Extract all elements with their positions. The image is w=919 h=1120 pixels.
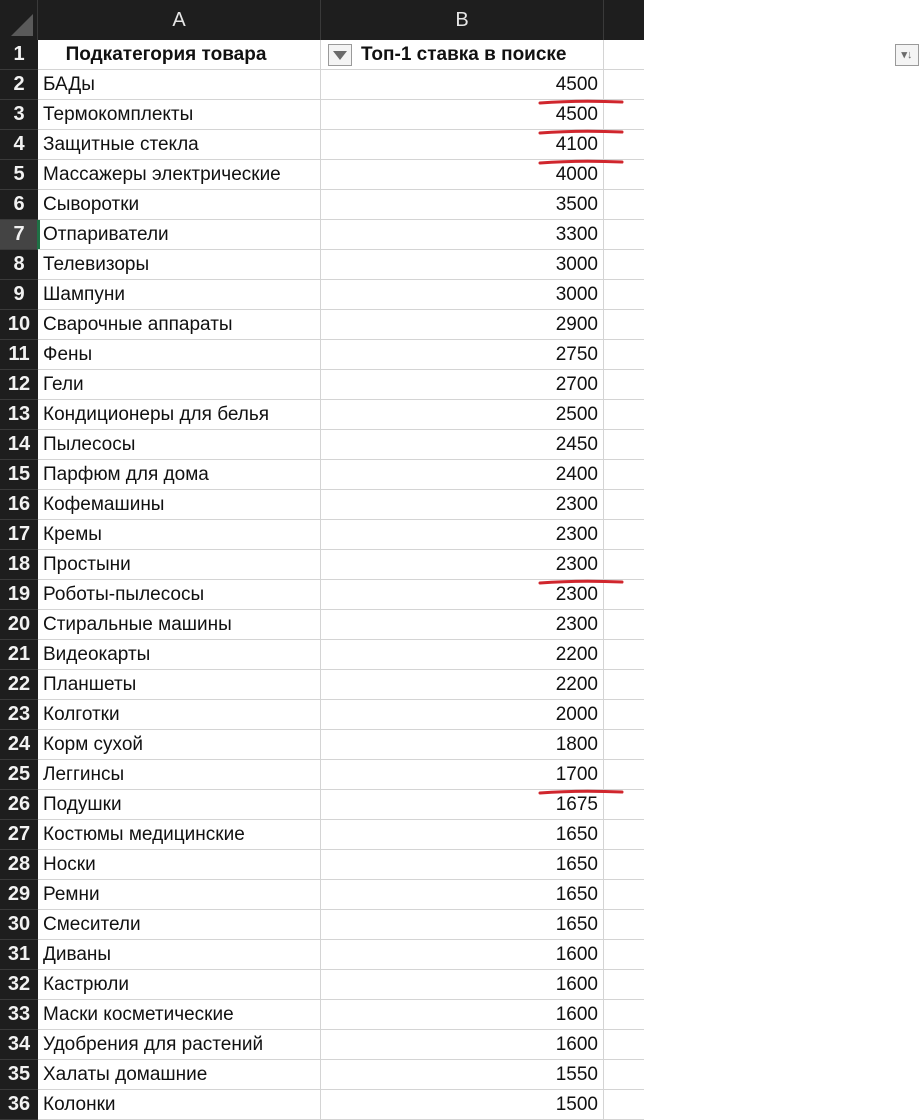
subcategory-cell[interactable]: Халаты домашние [38,1060,321,1090]
header-row [0,40,913,70]
table-row [0,610,644,640]
bid-cell[interactable]: 1550 [321,1060,604,1090]
table-row [0,1000,644,1030]
table-row [0,310,644,340]
row-number[interactable]: 9 [0,280,38,310]
header-cell-top1-bid[interactable] [321,40,913,70]
bid-cell[interactable]: 2200 [321,670,604,700]
bid-cell[interactable]: 2200 [321,640,604,670]
row-number[interactable]: 36 [0,1090,38,1120]
empty-cell[interactable] [604,460,644,490]
subcategory-cell[interactable]: Планшеты [38,670,321,700]
table-row [0,850,644,880]
empty-cell[interactable] [604,340,644,370]
empty-cell[interactable] [604,70,644,100]
column-header-b[interactable]: B [321,0,604,40]
subcategory-cell[interactable]: Кастрюли [38,970,321,1000]
subcategory-cell[interactable]: Колготки [38,700,321,730]
empty-cell[interactable] [604,670,644,700]
empty-cell[interactable] [604,970,644,1000]
row-number[interactable]: 13 [0,400,38,430]
table-row [0,400,644,430]
empty-cell[interactable] [604,1030,644,1060]
row-number[interactable]: 24 [0,730,38,760]
table-row [0,550,644,580]
row-number[interactable]: 25 [0,760,38,790]
empty-cell[interactable] [604,730,644,760]
table-row [0,880,644,910]
bid-cell[interactable]: 2300 [321,550,604,580]
bid-cell[interactable]: 1650 [321,880,604,910]
row-number[interactable]: 7 [0,220,38,250]
table-row [0,640,644,670]
bid-cell[interactable]: 1675 [321,790,604,820]
subcategory-cell[interactable]: Леггинсы [38,760,321,790]
bid-cell[interactable]: 3000 [321,280,604,310]
empty-cell[interactable] [604,130,644,160]
row-number[interactable]: 31 [0,940,38,970]
bid-cell[interactable]: 3500 [321,190,604,220]
row-number[interactable]: 2 [0,70,38,100]
subcategory-cell[interactable]: Маски косметические [38,1000,321,1030]
empty-cell[interactable] [604,430,644,460]
bid-cell[interactable]: 2300 [321,580,604,610]
header-cell-subcategory[interactable] [38,40,321,70]
table-row [0,220,644,250]
bid-cell[interactable]: 1500 [321,1090,604,1120]
empty-cell[interactable] [604,760,644,790]
row-number[interactable]: 3 [0,100,38,130]
table-row [0,790,644,820]
subcategory-cell[interactable]: Костюмы медицинские [38,820,321,850]
empty-cell[interactable] [604,490,644,520]
bid-cell[interactable]: 4000 [321,160,604,190]
table-row [0,910,644,940]
filter-dropdown-b[interactable] [895,44,919,66]
row-number[interactable]: 15 [0,460,38,490]
table-row [0,820,644,850]
subcategory-cell[interactable]: Кондиционеры для белья [38,400,321,430]
table-row [0,970,644,1000]
bid-cell[interactable]: 2450 [321,430,604,460]
table-row [0,1090,644,1120]
subcategory-cell[interactable]: Сыворотки [38,190,321,220]
bid-cell[interactable]: 2400 [321,460,604,490]
empty-cell[interactable] [604,1090,644,1120]
subcategory-cell[interactable]: Парфюм для дома [38,460,321,490]
row-number[interactable]: 1 [0,40,38,70]
table-row [0,580,644,610]
row-number[interactable]: 32 [0,970,38,1000]
row-number[interactable]: 35 [0,1060,38,1090]
empty-cell[interactable] [604,550,644,580]
row-number[interactable]: 26 [0,790,38,820]
row-number[interactable]: 14 [0,430,38,460]
row-number[interactable]: 11 [0,340,38,370]
bid-cell[interactable]: 2300 [321,610,604,640]
subcategory-cell[interactable]: Телевизоры [38,250,321,280]
subcategory-cell[interactable]: Защитные стекла [38,130,321,160]
row-number[interactable]: 33 [0,1000,38,1030]
bid-cell[interactable]: 1800 [321,730,604,760]
table-row [0,250,644,280]
subcategory-cell[interactable]: Гели [38,370,321,400]
empty-cell[interactable] [604,160,644,190]
bid-cell[interactable]: 2500 [321,400,604,430]
bid-cell[interactable]: 2900 [321,310,604,340]
table-row [0,280,644,310]
empty-cell[interactable] [604,940,644,970]
row-number[interactable]: 18 [0,550,38,580]
table-row [0,460,644,490]
bid-cell[interactable]: 1600 [321,940,604,970]
subcategory-cell[interactable]: Кофемашины [38,490,321,520]
row-number[interactable]: 21 [0,640,38,670]
empty-cell[interactable] [604,520,644,550]
header-label-top1-bid: Топ-1 ставка в поиске [361,43,567,65]
bid-cell[interactable]: 1600 [321,970,604,1000]
empty-cell[interactable] [604,1060,644,1090]
table-row [0,1030,644,1060]
subcategory-cell[interactable]: Сварочные аппараты [38,310,321,340]
bid-cell[interactable]: 4500 [321,100,604,130]
subcategory-cell[interactable]: Носки [38,850,321,880]
bid-cell[interactable]: 2000 [321,700,604,730]
table-row [0,430,644,460]
empty-cell[interactable] [604,40,644,70]
table-row [0,520,644,550]
column-header-c[interactable] [604,0,644,40]
table-row [0,490,644,520]
subcategory-cell[interactable]: Корм сухой [38,730,321,760]
subcategory-cell[interactable]: Смесители [38,910,321,940]
empty-cell[interactable] [604,790,644,820]
table-row [0,1060,644,1090]
table-row [0,340,644,370]
bid-cell[interactable]: 3300 [321,220,604,250]
table-row [0,940,644,970]
empty-cell[interactable] [604,580,644,610]
row-number[interactable]: 5 [0,160,38,190]
table-row [0,700,644,730]
table-row [0,760,644,790]
row-number[interactable]: 22 [0,670,38,700]
bid-cell[interactable]: 3000 [321,250,604,280]
row-number[interactable]: 17 [0,520,38,550]
empty-cell[interactable] [604,880,644,910]
row-number[interactable]: 20 [0,610,38,640]
table-row [0,70,644,100]
bid-cell[interactable]: 1700 [321,760,604,790]
subcategory-cell[interactable]: Фены [38,340,321,370]
row-number[interactable]: 12 [0,370,38,400]
empty-cell[interactable] [604,850,644,880]
column-header-a[interactable]: A [38,0,321,40]
select-all-corner[interactable] [0,0,38,40]
subcategory-cell[interactable]: Простыни [38,550,321,580]
empty-cell[interactable] [604,1000,644,1030]
bid-cell[interactable]: 4100 [321,130,604,160]
empty-cell[interactable] [604,640,644,670]
empty-cell[interactable] [604,610,644,640]
row-number[interactable]: 4 [0,130,38,160]
empty-cell[interactable] [604,250,644,280]
header-label-subcategory: Подкатегория товара [65,43,267,65]
bid-cell[interactable]: 4500 [321,70,604,100]
empty-cell[interactable] [604,220,644,250]
empty-cell[interactable] [604,370,644,400]
bid-cell[interactable]: 1600 [321,1000,604,1030]
table-row [0,100,644,130]
table-row [0,160,644,190]
subcategory-cell[interactable]: Пылесосы [38,430,321,460]
table-row [0,190,644,220]
row-number[interactable]: 19 [0,580,38,610]
row-number[interactable]: 23 [0,700,38,730]
empty-cell[interactable] [604,100,644,130]
empty-cell[interactable] [604,310,644,340]
empty-cell[interactable] [604,910,644,940]
subcategory-cell[interactable]: Кремы [38,520,321,550]
bid-cell[interactable]: 1650 [321,850,604,880]
empty-cell[interactable] [604,700,644,730]
row-number[interactable]: 29 [0,880,38,910]
row-number[interactable]: 34 [0,1030,38,1060]
bid-cell[interactable]: 2300 [321,490,604,520]
empty-cell[interactable] [604,280,644,310]
subcategory-cell[interactable]: Роботы-пылесосы [38,580,321,610]
table-row [0,130,644,160]
row-number[interactable]: 8 [0,250,38,280]
row-number[interactable]: 10 [0,310,38,340]
subcategory-cell[interactable]: Стиральные машины [38,610,321,640]
subcategory-cell[interactable]: Видеокарты [38,640,321,670]
subcategory-cell[interactable]: Массажеры электрические [38,160,321,190]
row-number[interactable]: 30 [0,910,38,940]
subcategory-cell[interactable]: Термокомплекты [38,100,321,130]
subcategory-cell[interactable]: Диваны [38,940,321,970]
subcategory-cell[interactable]: Удобрения для растений [38,1030,321,1060]
sort-descending-icon: ▾↓ [901,48,913,61]
row-number[interactable]: 16 [0,490,38,520]
subcategory-cell[interactable]: Шампуни [38,280,321,310]
row-number[interactable]: 27 [0,820,38,850]
row-number[interactable]: 6 [0,190,38,220]
bid-cell[interactable]: 2300 [321,520,604,550]
table-row [0,670,644,700]
bid-cell[interactable]: 1650 [321,910,604,940]
subcategory-cell[interactable]: БАДы [38,70,321,100]
table-row [0,730,644,760]
table-row [0,370,644,400]
empty-cell[interactable] [604,820,644,850]
bid-cell[interactable]: 2700 [321,370,604,400]
subcategory-cell[interactable]: Подушки [38,790,321,820]
subcategory-cell[interactable]: Отпариватели [38,220,321,250]
empty-cell[interactable] [604,400,644,430]
bid-cell[interactable]: 1650 [321,820,604,850]
bid-cell[interactable]: 2750 [321,340,604,370]
row-number[interactable]: 28 [0,850,38,880]
subcategory-cell[interactable]: Колонки [38,1090,321,1120]
bid-cell[interactable]: 1600 [321,1030,604,1060]
empty-cell[interactable] [604,190,644,220]
subcategory-cell[interactable]: Ремни [38,880,321,910]
